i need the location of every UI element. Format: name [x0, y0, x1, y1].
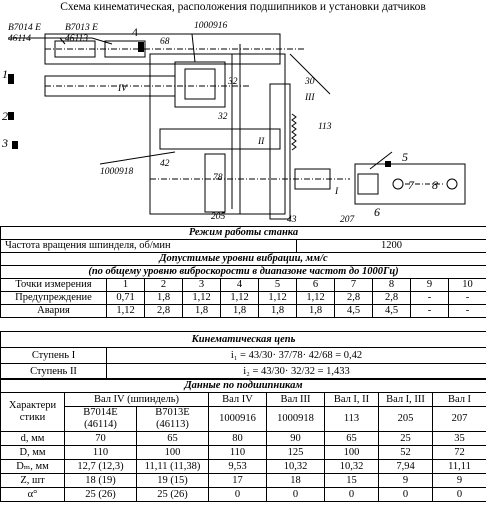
document-title: Схема кинематическая, расположения подшипников и установки датчиков [60, 1, 426, 13]
vibration-cell: 0,71 [107, 292, 145, 305]
bearing-cell: 10,32 [267, 460, 325, 474]
bearing-cell: 0 [325, 488, 379, 502]
sensor-8-point [447, 179, 457, 189]
sensor-3-mark [12, 141, 18, 149]
vibration-cell: 2 [145, 279, 183, 292]
gear-shaft-ii [205, 154, 225, 212]
bearing-cell: 10,32 [325, 460, 379, 474]
bearings-table [0, 378, 486, 502]
bearing-cell: 9 [433, 474, 486, 488]
bearing-cell: 0 [433, 488, 486, 502]
bearing-cell: 9 [379, 474, 433, 488]
bearing-row-label: Z, шт [1, 474, 65, 488]
label-iii: III [305, 93, 315, 103]
bearing-cell: 110 [209, 446, 267, 460]
leader-1000916 [192, 34, 195, 62]
vibration-cell: 4,5 [335, 305, 373, 318]
stage-2-formula: i₂ = 43/30· 32/32 = 1,433 [107, 364, 486, 380]
bearing-cell: 0 [209, 488, 267, 502]
label-2: 2 [2, 109, 8, 123]
sensor-4-mark [138, 42, 144, 52]
stage-1-label: Ступень I [1, 348, 107, 364]
vibration-cell: 1,8 [145, 292, 183, 305]
bearing-cell: 7,94 [379, 460, 433, 474]
bearing-cell: 0 [267, 488, 325, 502]
kinematic-chain-table [0, 331, 486, 380]
bearing-cell: 65 [137, 432, 209, 446]
label-i: I [335, 187, 339, 197]
vibration-cell: 1,12 [183, 292, 221, 305]
spindle-speed-value: 1200 [297, 240, 486, 253]
gear-block-inner [185, 69, 215, 99]
bearing-cell: 0 [379, 488, 433, 502]
vibration-cell: 5 [259, 279, 297, 292]
bearing-cell: 90 [267, 432, 325, 446]
vibration-row-label: Предупреждение [1, 292, 107, 305]
vibration-cell: - [411, 305, 449, 318]
machine-mode-table [0, 226, 486, 253]
bearing-cell: 70 [65, 432, 137, 446]
bearing-name-b7013e-line2: (46113) [156, 419, 189, 430]
bearing-name-1000918: 1000918 [267, 407, 325, 432]
vibration-cell: 1,8 [297, 305, 335, 318]
vibration-header-line1: Допустимые уровни вибрации, мм/с [1, 253, 486, 266]
bearings-header: Данные по подшипникам [1, 379, 486, 393]
bearing-name-205: 205 [379, 407, 433, 432]
bearing-cell: 9,53 [209, 460, 267, 474]
label-6: 6 [374, 205, 380, 219]
bearing-row [1, 446, 486, 460]
stage-1-formula: i₁ = 43/30· 37/78· 42/68 = 0,42 [107, 348, 486, 364]
vibration-cell: - [449, 305, 486, 318]
bearing-cell: 12,7 (12,3) [65, 460, 137, 474]
vibration-row-label: Авария [1, 305, 107, 318]
bearing-row-label: d, мм [1, 432, 65, 446]
label-46113: 46113 [65, 34, 89, 44]
bearing-cell: 110 [65, 446, 137, 460]
vibration-cell: 1,8 [221, 305, 259, 318]
label-42: 42 [160, 159, 170, 169]
vibration-cell: 2,8 [373, 292, 411, 305]
sensor-2-mark [8, 112, 14, 120]
vibration-limits-table [0, 252, 486, 318]
vibration-cell: 2,8 [335, 292, 373, 305]
bearing-cell: 80 [209, 432, 267, 446]
gear-teeth [292, 114, 296, 150]
bearing-cell: 18 [267, 474, 325, 488]
vibration-cell: 3 [183, 279, 221, 292]
bearing-cell: 72 [433, 446, 486, 460]
bearing-cell: 18 (19) [65, 474, 137, 488]
label-30: 30 [305, 77, 315, 87]
label-113: 113 [318, 122, 332, 132]
bearing-cell: 15 [325, 474, 379, 488]
label-68: 68 [160, 37, 170, 47]
label-4: 4 [132, 25, 138, 39]
sensor-6-box [358, 174, 378, 194]
shaft-header-205: Вал I, III [379, 393, 433, 407]
vibration-cell: 1,8 [183, 305, 221, 318]
vibration-cell: 7 [335, 279, 373, 292]
bearing-cell: 100 [137, 446, 209, 460]
sensor-1-mark [8, 74, 14, 84]
bearing-cell: 11,11 (11,38) [137, 460, 209, 474]
vibration-cell: 1,12 [107, 305, 145, 318]
spindle-speed-label: Частота вращения шпинделя, об/мин [1, 240, 297, 253]
label-207: 207 [340, 215, 355, 225]
vibration-cell: 2,8 [145, 305, 183, 318]
bearing-name-b7014e [65, 407, 137, 432]
characteristics-label-line1: Характери [8, 400, 57, 411]
label-iv: IV [118, 84, 127, 94]
label-3: 3 [2, 136, 8, 150]
leader-30 [290, 54, 330, 94]
label-32-upper: 32 [228, 77, 238, 87]
gearbox-body [150, 54, 285, 214]
bearing-name-b7013e [137, 407, 209, 432]
vibration-cell: 10 [449, 279, 486, 292]
bearing-row [1, 460, 486, 474]
vibration-row [1, 305, 486, 318]
vibration-cell: 1 [107, 279, 145, 292]
bearing-name-1000916: 1000916 [209, 407, 267, 432]
stage-2-label: Ступень II [1, 364, 107, 380]
bearing-row [1, 488, 486, 502]
sensor-5-mark [385, 161, 391, 167]
label-7: 7 [408, 178, 414, 192]
mode-header: Режим работы станка [1, 227, 486, 240]
bearing-cell: 11,11 [433, 460, 486, 474]
bearing-row [1, 474, 486, 488]
bearing-rows [1, 432, 486, 502]
bearing-cell: 25 (26) [137, 488, 209, 502]
spindle-shaft-header: Вал IV (шпиндель) [65, 393, 209, 407]
label-46114: 46114 [8, 34, 32, 44]
vibration-cell: 9 [411, 279, 449, 292]
bearing-cell: 125 [267, 446, 325, 460]
bearing-cell: 35 [433, 432, 486, 446]
label-b7013e: B7013 E [65, 23, 98, 33]
vibration-cell: - [411, 292, 449, 305]
bearing-cell: 25 [379, 432, 433, 446]
bearing-cell: 19 (15) [137, 474, 209, 488]
vibration-row [1, 292, 486, 305]
bearing-cell: 65 [325, 432, 379, 446]
vibration-cell: 6 [297, 279, 335, 292]
label-32-lower: 32 [218, 112, 228, 122]
vibration-cell: 8 [373, 279, 411, 292]
vibration-cell: 1,8 [259, 305, 297, 318]
shaft-header-1000916: Вал IV [209, 393, 267, 407]
vibration-row [1, 279, 486, 292]
bearing-name-113: 113 [325, 407, 379, 432]
vibration-cell: 1,12 [297, 292, 335, 305]
vibration-cell: 1,12 [259, 292, 297, 305]
bearing-name-b7014e-line2: (46114) [84, 419, 117, 430]
kinematic-header: Кинематическая цепь [1, 332, 486, 348]
vibration-cell: 1,12 [221, 292, 259, 305]
shaft-header-113: Вал I, II [325, 393, 379, 407]
bearing-name-b7013e-line1: B7013E [155, 407, 190, 418]
vibration-row-label: Точки измерения [1, 279, 107, 292]
vibration-header-line2: (по общему уровню виброскорости в диапазоне частот до 1000Гц) [1, 266, 486, 279]
characteristics-label-line2: стики [19, 412, 46, 423]
pulley-113 [270, 84, 290, 219]
label-78: 78 [213, 173, 223, 183]
vibration-cell: - [449, 292, 486, 305]
kinematic-schematic [0, 14, 486, 226]
vibration-rows [1, 279, 486, 318]
label-8: 8 [432, 178, 438, 192]
label-43: 43 [287, 215, 297, 225]
bearing-row [1, 432, 486, 446]
label-1000916: 1000916 [194, 21, 228, 31]
bearing-row-label: Dₘ, мм [1, 460, 65, 474]
bearing-cell: 52 [379, 446, 433, 460]
bearing-row-label: D, мм [1, 446, 65, 460]
vibration-cell: 4 [221, 279, 259, 292]
vibration-cell: 4,5 [373, 305, 411, 318]
label-b7014e: B7014 E [8, 23, 41, 33]
label-205: 205 [211, 212, 226, 222]
shaft-header-1000918: Вал III [267, 393, 325, 407]
label-5: 5 [402, 150, 408, 164]
bearing-cell: 17 [209, 474, 267, 488]
label-ii: II [258, 137, 265, 147]
bearing-cell: 25 (26) [65, 488, 137, 502]
bearing-name-b7014e-line1: B7014E [83, 407, 118, 418]
label-1: 1 [2, 67, 8, 81]
bearing-row-label: α° [1, 488, 65, 502]
label-1000918: 1000918 [100, 167, 134, 177]
characteristics-label [1, 393, 65, 432]
sensor-7-point [393, 179, 403, 189]
bearing-name-207: 207 [433, 407, 486, 432]
shaft-header-207: Вал I [433, 393, 486, 407]
bearing-cell: 100 [325, 446, 379, 460]
